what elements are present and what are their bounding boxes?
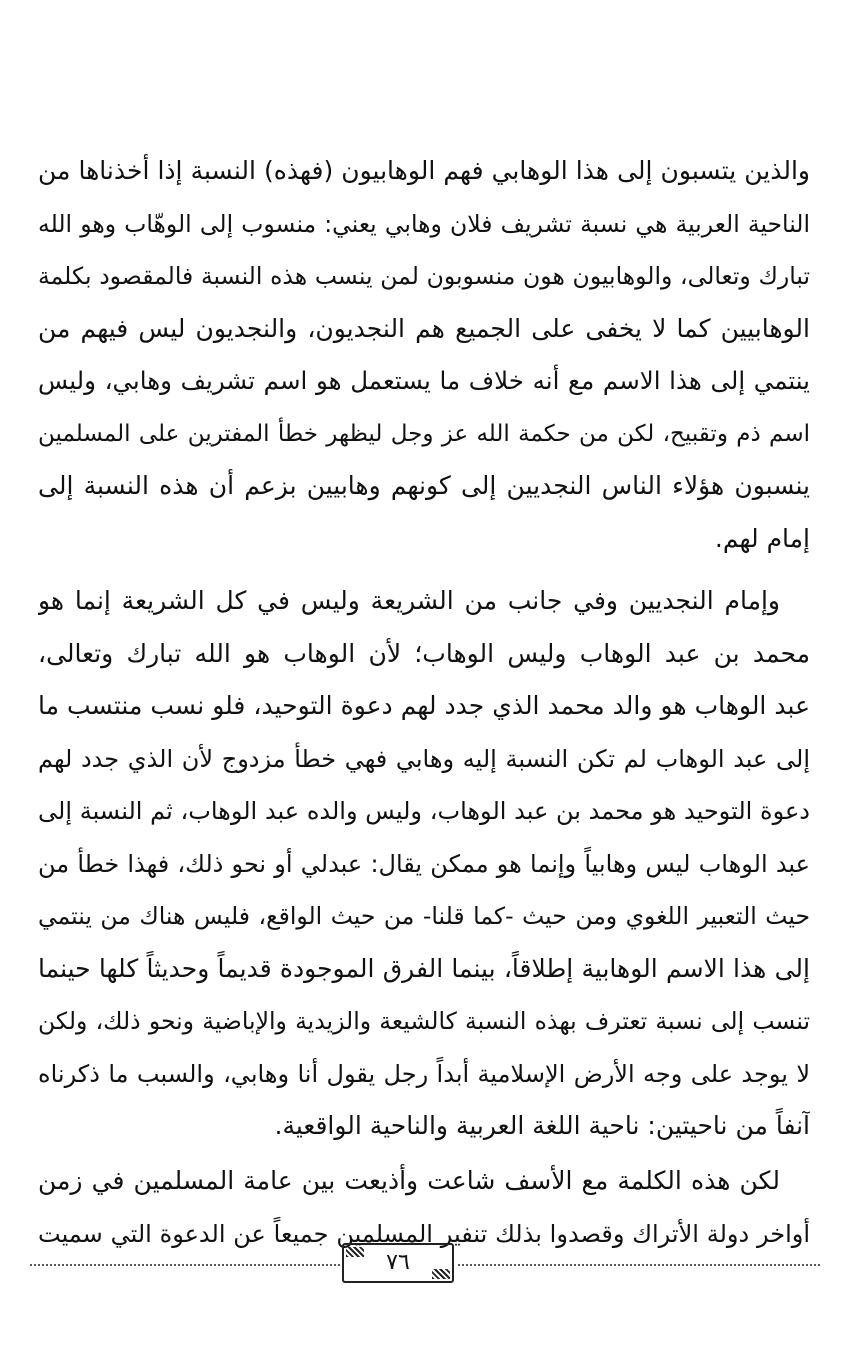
text-line: حيث التعبير اللغوي ومن حيث -كما قلنا- من حيث الواقع، فليس هناك من ينتمي	[38, 902, 810, 930]
text-line: محمد بن عبد الوهاب وليس الوهاب؛ لأن الوهاب هو الله تبارك وتعالى،	[38, 638, 810, 668]
text-line: لكن هذه الكلمة مع الأسف شاعت وأذيعت بين عامة المسلمين في زمن	[38, 1166, 780, 1195]
text-line: الوهابيين كما لا يخفى على الجميع هم النجديون، والنجديون ليس فيهم من	[38, 313, 810, 343]
text-line: دعوة التوحيد هو محمد بن عبد الوهاب، وليس والده عبد الوهاب، ثم النسبة إلى	[38, 797, 810, 825]
paragraph-2	[38, 575, 810, 1153]
footer-divider-right	[458, 1264, 820, 1266]
text-line: عبد الوهاب ليس وهابياً وإنما هو ممكن يقال: عبدلي أو نحو ذلك، فهذا خطأ من	[38, 849, 810, 878]
text-line: إلى عبد الوهاب لم تكن النسبة إليه وهابي فهي خطأ مزدوج لأن الذي جدد لهم	[38, 744, 810, 773]
text-line: لا يوجد على وجه الأرض الإسلامية أبداً رجل يقول أنا وهابي، والسبب ما ذكرناه	[38, 1059, 810, 1088]
text-line: اسم ذم وتقبيح، لكن من حكمة الله عز وجل ليظهر خطأ المفترين على المسلمين	[38, 420, 810, 447]
footer-divider-left	[30, 1264, 340, 1266]
page-number: ٧٦	[386, 1250, 410, 1275]
text-line: إمام لهم.	[714, 523, 810, 553]
text-line: الناحية العربية هي نسبة تشريف فلان وهابي يعني: منسوب إلى الوهّاب وهو الله	[38, 209, 810, 238]
page-number-frame	[342, 1243, 454, 1283]
text-line: أواخر دولة الأتراك وقصدوا بذلك تنفير المسلمين جميعاً عن الدعوة التي سميت	[38, 1219, 810, 1248]
text-line: تنسب إلى نسبة تعترف بهذه النسبة كالشيعة والزيدية والإباضية ونحو ذلك، ولكن	[38, 1007, 810, 1035]
text-line: إلى هذا الاسم الوهابية إطلاقاً، بينما الفرق الموجودة قديماً وحديثاً كلها حينما	[38, 953, 810, 983]
text-line: تبارك وتعالى، والوهابيون هون منسوبون لمن ينسب هذه النسبة فالمقصود بكلمة	[38, 262, 810, 290]
text-line: والذين يتسبون إلى هذا الوهابي فهم الوهابيون (فهذه) النسبة إذا أخذناها من	[38, 156, 810, 185]
text-line: ينتمي إلى هذا الاسم مع أنه خلاف ما يستعمل هو اسم تشريف وهابي، وليس	[38, 366, 810, 395]
text-line: آنفاً من ناحيتين: ناحية اللغة العربية والناحية الواقعية.	[274, 1111, 810, 1140]
text-line: ينسبون هؤلاء الناس النجديين إلى كونهم وهابيين بزعم أن هذه النسبة إلى	[38, 471, 810, 500]
paragraph-1	[38, 145, 810, 565]
text-line: وإمام النجديين وفي جانب من الشريعة وليس في كل الشريعة إنما هو	[38, 586, 780, 615]
text-line: عبد الوهاب هو والد محمد الذي جدد لهم دعوة التوحيد، فلو نسب منتسب ما	[38, 691, 810, 720]
